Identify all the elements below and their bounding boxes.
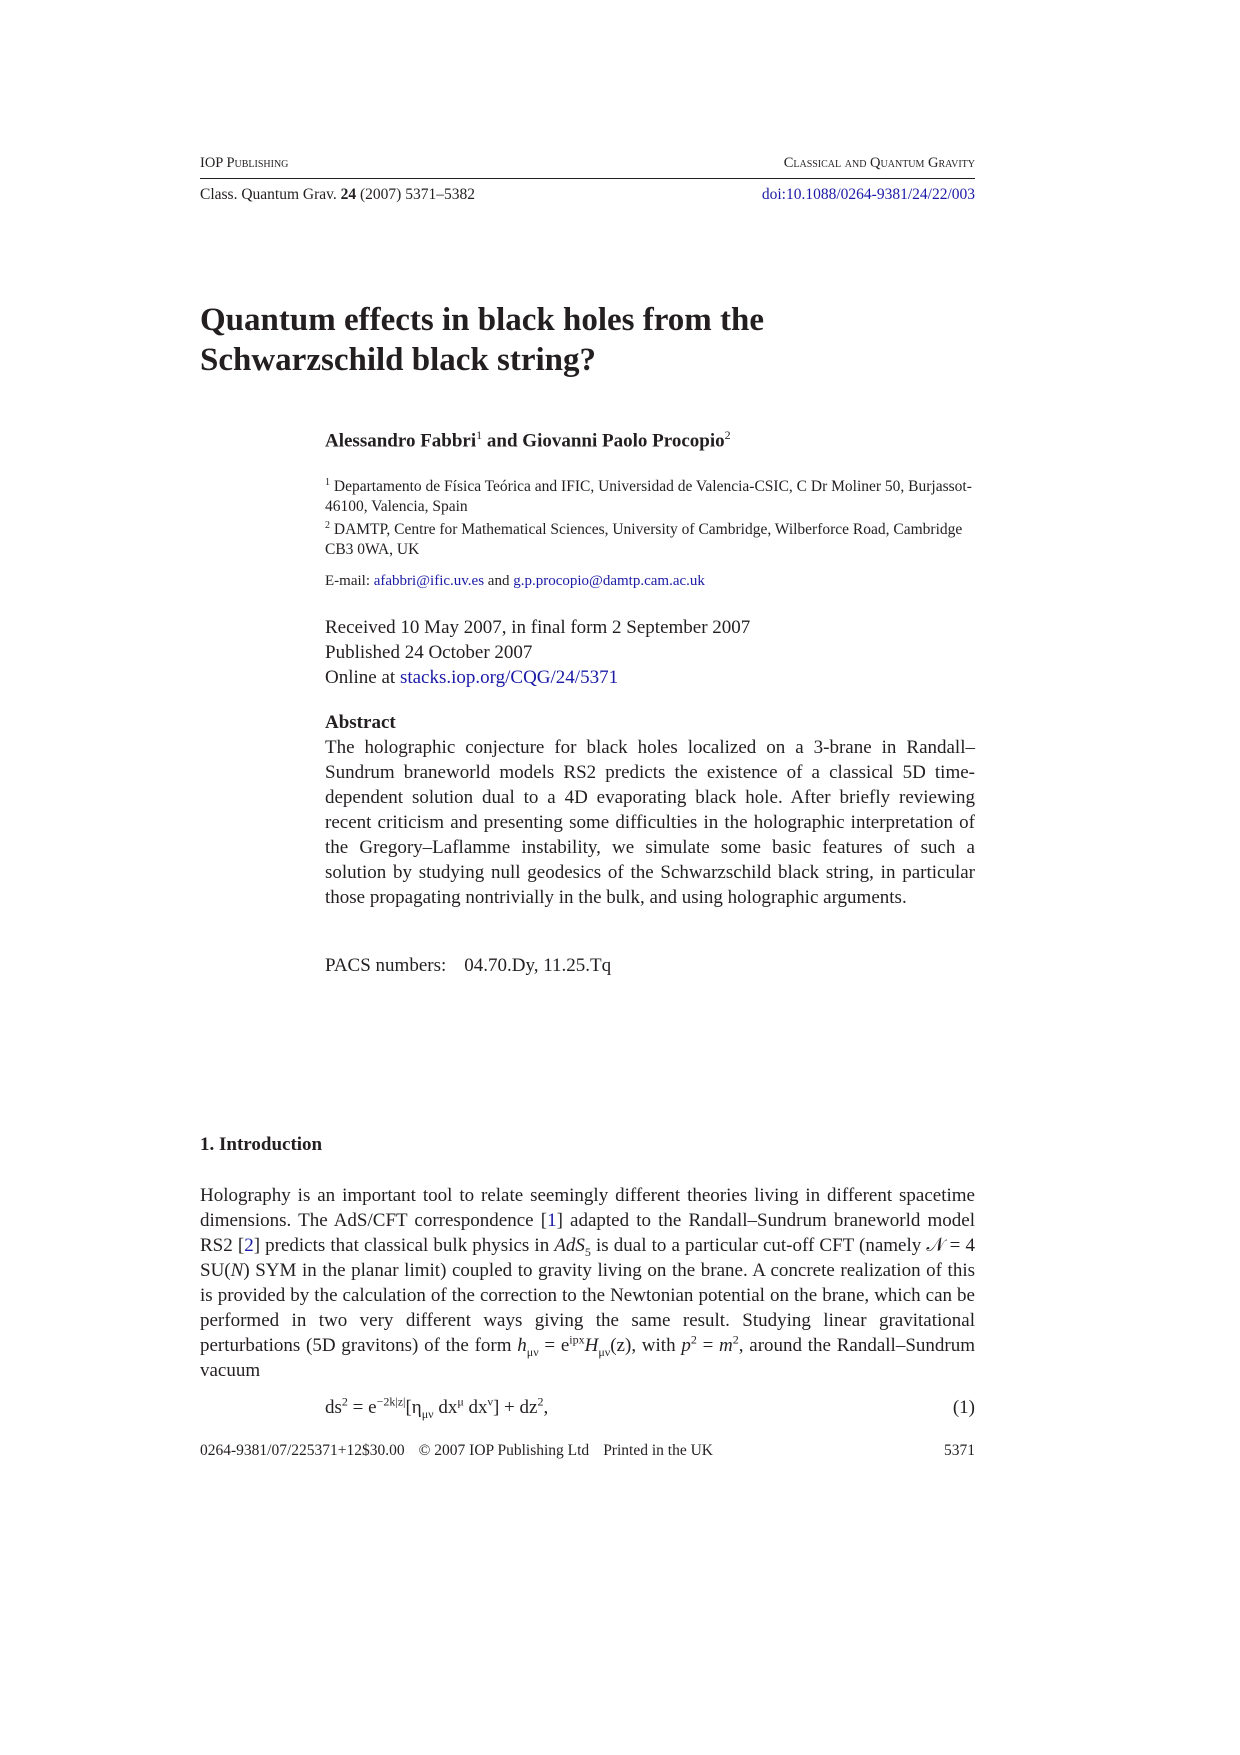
eq-part: dx [433, 1397, 458, 1418]
h-capital-symbol: H [584, 1335, 599, 1356]
eq-part: ds [325, 1397, 342, 1418]
equation-body [325, 1394, 549, 1421]
h-subscript: μν [526, 1344, 539, 1359]
eq-part: μν [421, 1406, 434, 1421]
author-1-affiliation-mark: 1 [476, 428, 483, 442]
issn-code: 0264-9381/07/225371+12$30.00 [200, 1442, 405, 1459]
exp-superscript: ipx [569, 1332, 585, 1347]
journal-name [784, 154, 975, 172]
intro-text: ] adapted to the Randall–Sundrum braneworld model RS2 [ [200, 1210, 975, 1256]
eq-part: , [543, 1397, 549, 1418]
n-symbol: N [230, 1260, 244, 1281]
eq-part: −2k|z| [376, 1394, 406, 1409]
equation-number: (1) [952, 1397, 975, 1418]
section-title: Introduction [219, 1134, 323, 1155]
ads-symbol: AdS [554, 1235, 585, 1256]
online-line [325, 665, 750, 690]
section-number: 1. [200, 1134, 215, 1155]
publication-dates [325, 615, 750, 690]
online-label: Online at [325, 667, 396, 688]
p-symbol: p [681, 1335, 691, 1356]
intro-text: is dual to a particular cut-off CFT (namely [590, 1235, 927, 1256]
email-label: E-mail: [325, 573, 370, 589]
intro-text: ] predicts that classical bulk physics in [253, 1235, 555, 1256]
author-1: Alessandro Fabbri [325, 430, 477, 452]
abstract-heading: Abstract [325, 712, 396, 733]
author-2-affiliation-mark: 2 [724, 428, 731, 442]
eq-part: [η [405, 1397, 422, 1418]
intro-text: = e [538, 1335, 570, 1356]
introduction-paragraph [200, 1183, 975, 1383]
pacs-numbers [325, 955, 611, 977]
affiliations [325, 473, 975, 559]
m-symbol: m [719, 1335, 733, 1356]
publisher-label: IOP Publishing [200, 155, 289, 171]
intro-text: = 4 SU( [200, 1235, 976, 1281]
doi-link[interactable]: doi:10.1088/0264-9381/24/22/003 [761, 186, 975, 203]
h-capital-subscript: μν [598, 1344, 611, 1359]
eq-part: μ [457, 1394, 464, 1409]
eq-part: 2 [537, 1394, 544, 1409]
author-2: Giovanni Paolo Procopio [522, 430, 725, 452]
eq-part: ν [487, 1394, 493, 1409]
intro-text: Holography is an important tool to relate seemingly different theories living in different spacetime dimensions. The AdS/CFT correspondence [ [200, 1185, 975, 1231]
reference-link-1[interactable]: 1 [547, 1210, 557, 1231]
footer-info [200, 1442, 713, 1460]
affiliation-2-text: DAMTP, Centre for Mathematical Sciences, University of Cambridge, Wilberforce Road, Cambridge CB3 0WA, UK [325, 521, 963, 558]
journal-label: Classical and Quantum Gravity [783, 155, 975, 171]
author-list [325, 428, 731, 452]
publisher-name [200, 154, 288, 172]
abstract [325, 710, 975, 910]
affiliation-2 [325, 516, 975, 559]
affiliation-1 [325, 473, 975, 516]
section-heading [200, 1134, 322, 1156]
affiliation-2-mark: 2 [325, 520, 330, 532]
intro-text: ) SYM in the planar limit) coupled to gravity living on the brane. A concrete realization of this is provided by the calculation of the correction to the Newtonian potential on the brane, which can be performed in two very different ways giving the same result. Studying linear gravitational perturbations (5D gravitons) of the form [200, 1260, 975, 1356]
reference-link-2[interactable]: 2 [244, 1235, 254, 1256]
p-superscript: 2 [690, 1332, 697, 1347]
email-line [325, 573, 705, 590]
citation-prefix: Class. Quantum Grav. [200, 186, 337, 203]
intro-text: , around the Randall–Sundrum vacuum [200, 1335, 976, 1381]
z-argument: (z) [610, 1335, 632, 1356]
pacs-label: PACS numbers: [325, 955, 447, 976]
abstract-text: The holographic conjecture for black holes localized on a 3-brane in Randall–Sundrum braneworld models RS2 predicts the existence of a classical 5D time-dependent solution dual to a 4D evaporating black hole. After briefly reviewing recent criticism and presenting some difficulties in the holographic interpretation of the Gregory–Laflamme instability, we simulate some basic features of such a solution by studying null geodesics of the Schwarzschild black string, in particular those propagating nontrivially in the bulk, and using holographic arguments. [325, 737, 975, 908]
eq-part: = e [347, 1397, 377, 1418]
intro-text: , with [631, 1335, 682, 1356]
printed-in: Printed in the UK [603, 1442, 713, 1459]
running-header [200, 154, 975, 179]
page-number: 5371 [944, 1442, 975, 1459]
citation-volume: 24 [340, 186, 357, 203]
affiliation-1-mark: 1 [325, 477, 330, 488]
eq-part: ] + dz [492, 1397, 538, 1418]
author-connector: and [486, 430, 518, 452]
citation-suffix: (2007) 5371–5382 [360, 186, 475, 203]
email-link-2[interactable]: g.p.procopio@damtp.cam.ac.uk [513, 573, 705, 589]
pacs-values: 04.70.Dy, 11.25.Tq [464, 955, 612, 976]
affiliation-1-text: Departamento de Física Teórica and IFIC, Universidad de Valencia-CSIC, C Dr Moliner 50, Burjassot-46100, Valencia, Spain [325, 478, 972, 515]
m-superscript: 2 [732, 1332, 739, 1347]
email-link-1[interactable]: afabbri@ific.uv.es [373, 573, 485, 589]
online-link[interactable]: stacks.iop.org/CQG/24/5371 [399, 667, 619, 688]
ads-subscript: 5 [584, 1244, 591, 1259]
email-connector: and [487, 573, 510, 589]
received-date: Received 10 May 2007, in final form 2 September 2007 [325, 617, 751, 638]
copyright: © 2007 IOP Publishing Ltd [418, 1442, 590, 1459]
eq-part: 2 [341, 1394, 348, 1409]
published-date: Published 24 October 2007 [325, 642, 533, 663]
h-symbol: h [517, 1335, 527, 1356]
eq-part: dx [463, 1397, 488, 1418]
calligraphic-n: 𝒩 [926, 1235, 945, 1256]
journal-citation [200, 186, 475, 204]
intro-text: = [696, 1335, 720, 1356]
paper-title: Quantum effects in black holes from the Schwarzschild black string? [200, 302, 765, 378]
equation-1 [325, 1394, 975, 1421]
